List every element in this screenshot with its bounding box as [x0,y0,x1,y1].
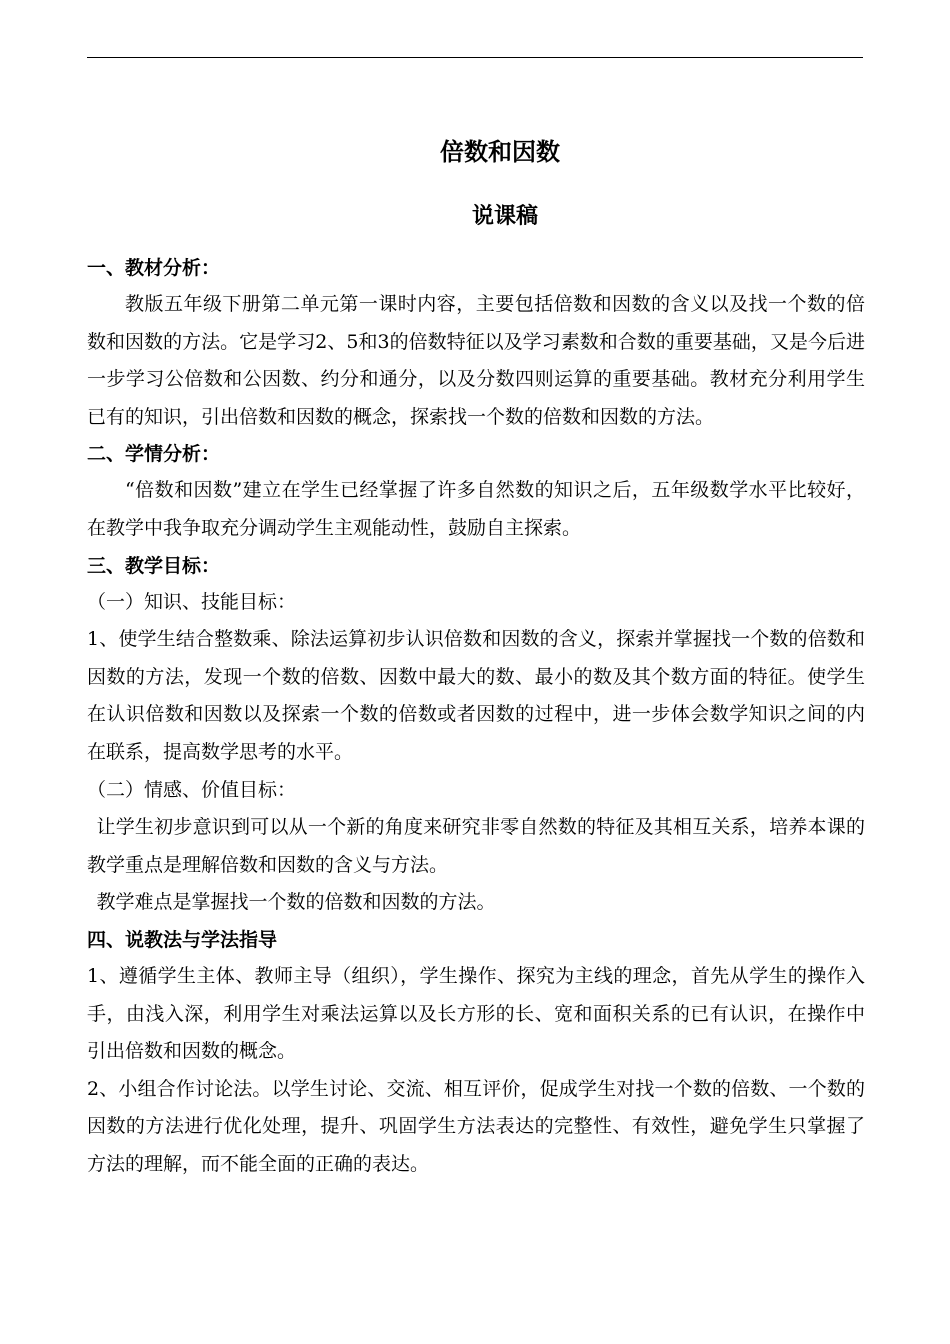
subheading-knowledge-goals: （一）知识、技能目标： [87,590,297,613]
paragraph-student-analysis: “倍数和因数”建立在学生已经掌握了许多自然数的知识之后，五年级数学水平比较好，在教学中我争取充分调动学生主观能动性，鼓励自主探索。 [87,479,865,539]
subheading-emotion-goals: （二）情感、价值目标： [87,778,297,801]
paragraph-method-1: 1、遵循学生主体、教师主导（组织），学生操作、探究为主线的理念，首先从学生的操作入手，由浅入深，利用学生对乘法运算以及长方形的长、宽和面积关系的已有认识，在操作中引出倍数和因数的概念。 [87,964,865,1063]
paragraph-teaching-difficulty: 教学难点是掌握找一个数的倍数和因数的方法。 [96,891,496,914]
paragraph-knowledge-goals: 1、使学生结合整数乘、除法运算初步认识倍数和因数的含义，探索并掌握找一个数的倍数和因数的方法，发现一个数的倍数、因数中最大的数、最小的数及其个数方面的特征。使学生在认识倍数和因数以及探索一个数的倍数或者因数的过程中，进一步体会数学知识之间的内在联系，提高数学思考的水平。 [87,628,865,763]
section-heading-student-analysis: 二、学情分析： [87,443,221,466]
paragraph-emotion-goals: 让学生初步意识到可以从一个新的角度来研究非零自然数的特征及其相互关系，培养本课的教学重点是理解倍数和因数的含义与方法。 [87,816,865,876]
header-rule [87,57,863,58]
document-title: 倍数和因数 [440,138,560,166]
paragraph-method-2: 2、小组合作讨论法。以学生讨论、交流、相互评价，促成学生对找一个数的倍数、一个数的因数的方法进行优化处理，提升、巩固学生方法表达的完整性、有效性，避免学生只掌握了方法的理解，而不能全面的正确的表达。 [87,1077,865,1175]
section-heading-teaching-methods: 四、说教法与学法指导 [87,928,278,951]
document-body [87,250,865,1183]
section-heading-teaching-goals: 三、教学目标： [87,554,221,577]
section-heading-textbook-analysis: 一、教材分析： [87,257,221,279]
document-subtitle: 说课稿 [472,204,539,229]
paragraph-textbook-analysis: 教版五年级下册第二单元第一课时内容，主要包括倍数和因数的含义以及找一个数的倍数和因数的方法。它是学习2、5和3的倍数特征以及学习素数和合数的重要基础，又是今后进一步学习公倍数和公因数、约分和通分，以及分数四则运算的重要基础。教材充分利用学生已有的知识，引出倍数和因数的概念，探索找一个数的倍数和因数的方法。 [87,293,865,428]
